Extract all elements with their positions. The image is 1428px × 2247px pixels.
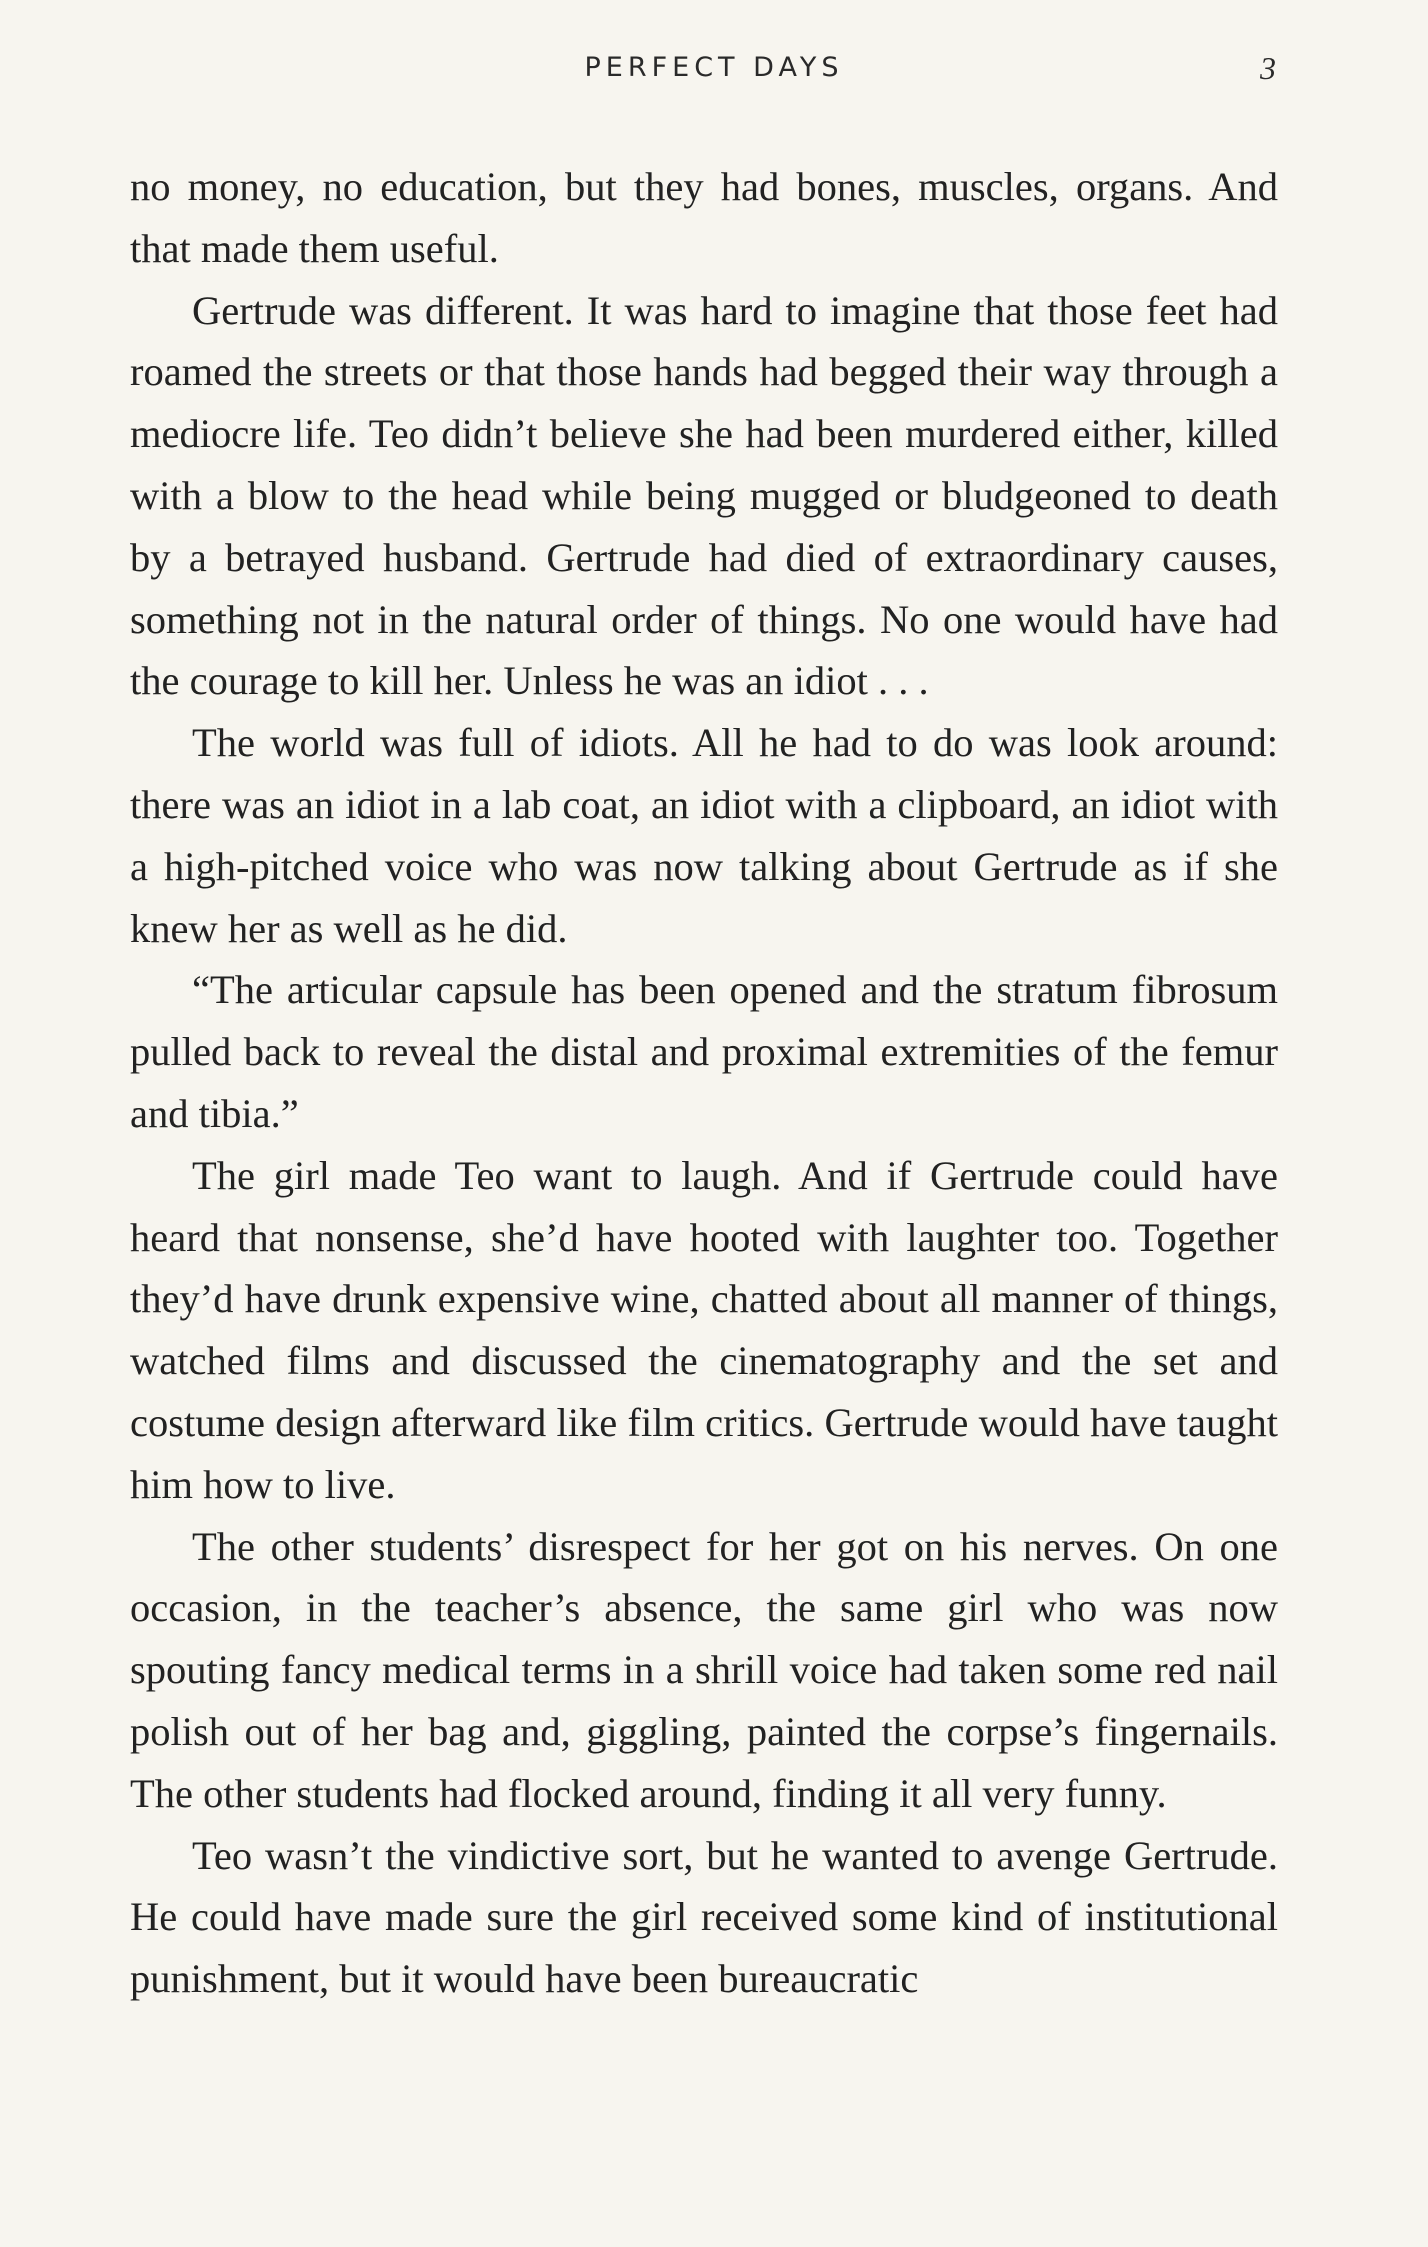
paragraph: The other students’ disrespect for her got on his nerves. On one occasion, in the teacher’s absence, the same girl who was now spouting fancy medical terms in a shrill voice had taken some red nail polish out of her bag and, giggling, painted the corpse’s fingernails. The other students had flocked around, finding it all very funny. xyxy=(130,1523,1278,1816)
paragraph: no money, no education, but they had bones, muscles, organs. And that made them useful. xyxy=(130,164,1278,271)
paragraph: Gertrude was different. It was hard to imagine that those feet had roamed the streets or that those hands had begged their way through a mediocre life. Teo didn’t believe she had been murdered either, killed with a blow to the head while being mugged or bludgeoned to death by a betrayed husband. Gertrude had died of extraordinary causes, something not in the natural order of things. No one would have had the courage to kill her. Unless he was an idiot . . . xyxy=(130,287,1278,704)
page-number: 3 xyxy=(1260,50,1276,86)
paragraph: The world was full of idiots. All he had to do was look around: there was an idiot in a lab coat, an idiot with a clipboard, an idiot with a high-pitched voice who was now talking about Gertrude as if she knew her as well as he did. xyxy=(130,720,1278,951)
running-title: PERFECT DAYS xyxy=(584,52,844,83)
paragraph: Teo wasn’t the vindictive sort, but he wanted to avenge Gertrude. He could have made sure the girl received some kind of institutional punishment, but it would have been bureaucratic xyxy=(130,1832,1278,2002)
running-head xyxy=(0,52,1428,92)
body-text xyxy=(130,156,1278,2010)
paragraph: The girl made Teo want to laugh. And if Gertrude could have heard that nonsense, she’d have hooted with laughter too. Together they’d have drunk expensive wine, chatted about all manner of things, watched films and discussed the cinematography and the set and costume design afterward like film critics. Gertrude would have taught him how to live. xyxy=(130,1152,1278,1507)
paragraph: “The articular capsule has been opened and the stratum fibrosum pulled back to reveal the distal and proximal extremities of the femur and tibia.” xyxy=(130,967,1278,1136)
